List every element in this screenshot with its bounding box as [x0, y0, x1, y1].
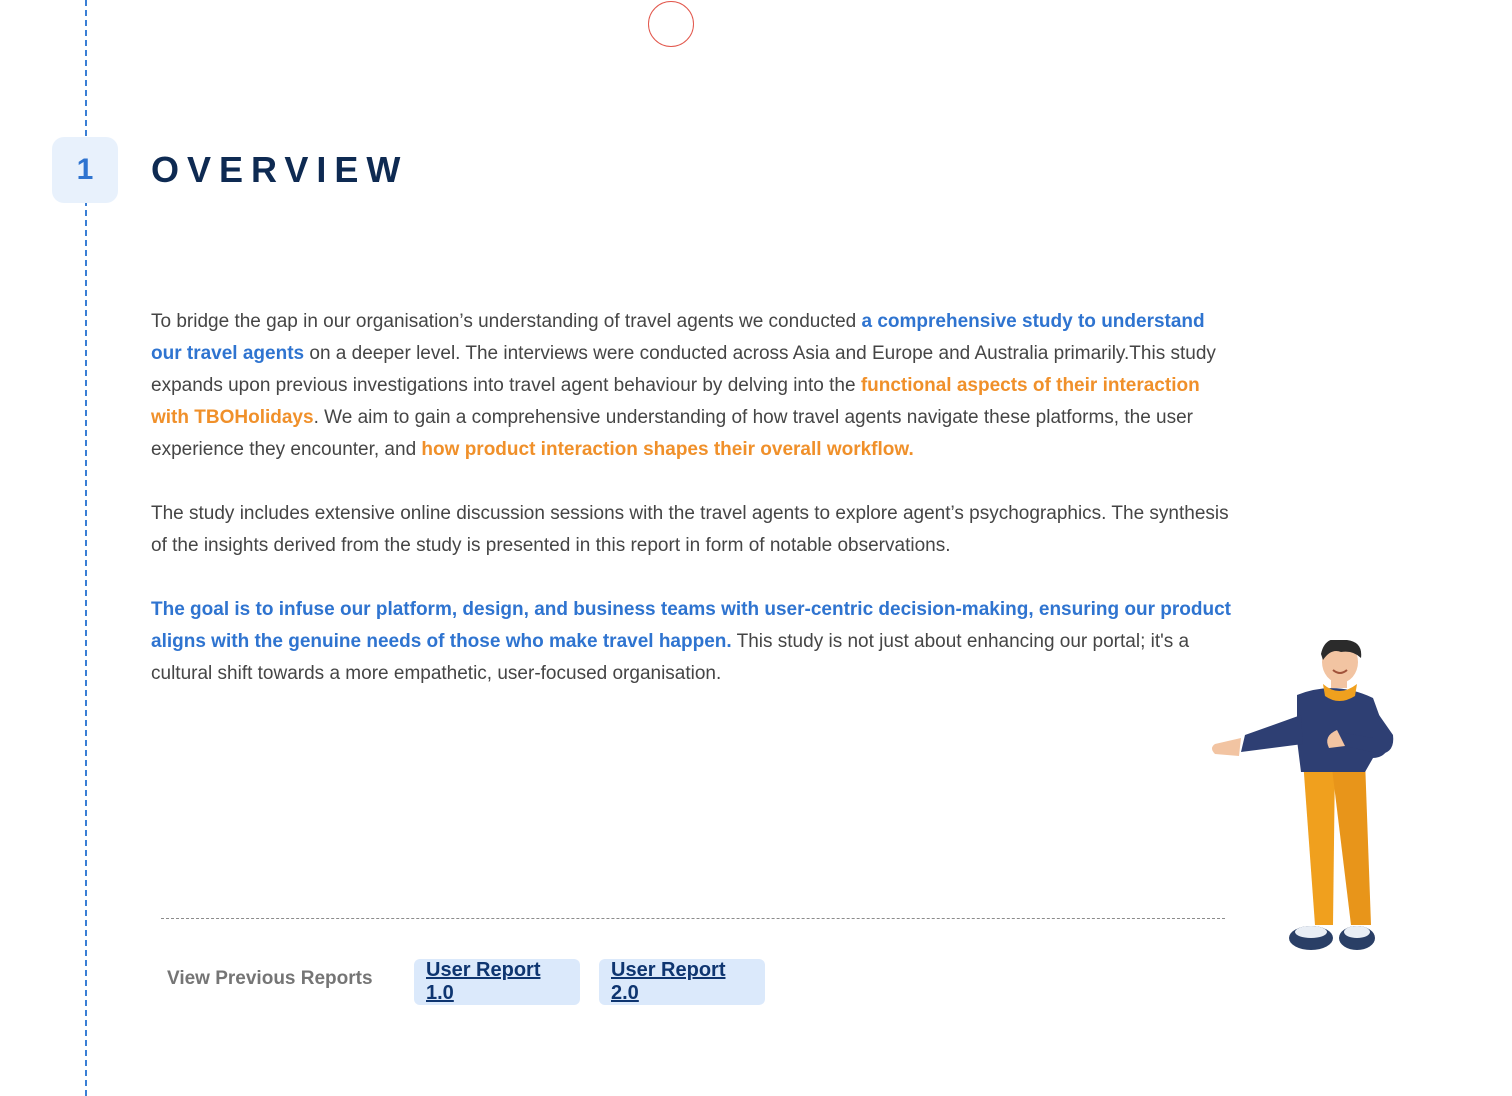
- p1-highlight-2: functional aspects of their interaction with TBOHolidays: [151, 375, 1200, 428]
- p1-text-2: on a deeper level. The interviews were conducted across Asia and Europe and Australia primarily.This study expands upon previous investigations into travel agent behaviour by delving into the: [151, 343, 1216, 396]
- section-number: 1: [76, 153, 94, 186]
- timeline-circle-marker: [648, 1, 694, 47]
- footer-divider: [161, 918, 1225, 919]
- overview-paragraph-1: [151, 306, 1231, 466]
- user-report-2-link[interactable]: User Report 2.0: [599, 959, 765, 1005]
- view-previous-reports-label: View Previous Reports: [167, 968, 373, 989]
- p1-text-3: . We aim to gain a comprehensive understanding of how travel agents navigate these platforms, the user experience they encounter, and: [151, 407, 1194, 460]
- overview-body: [151, 306, 1231, 722]
- section-number-badge: [52, 137, 118, 203]
- p3-highlight-1: The goal is to infuse our platform, design, and business teams with user-centric decision-making, ensuring our product aligns with the genuine needs of those who make travel happen.: [151, 599, 1231, 652]
- p1-highlight-1: a comprehensive study to understand our travel agents: [151, 311, 1205, 364]
- p1-highlight-3: how product interaction shapes their overall workflow.: [421, 439, 914, 460]
- overview-paragraph-2: The study includes extensive online discussion sessions with the travel agents to explore agent’s psychographics. The synthesis of the insights derived from the study is presented in this report in form of notable observations.: [151, 503, 1229, 556]
- overview-paragraph-3: [151, 594, 1231, 690]
- section-title: OVERVIEW: [151, 149, 409, 190]
- user-report-1-link[interactable]: User Report 1.0: [414, 959, 580, 1005]
- p3-text-1: This study is not just about enhancing our portal; it's a cultural shift towards a more empathetic, user-focused organisation.: [151, 631, 1190, 684]
- p1-text-1: To bridge the gap in our organisation’s understanding of travel agents we conducted: [151, 311, 862, 332]
- presenter-character-illustration: [1205, 640, 1405, 955]
